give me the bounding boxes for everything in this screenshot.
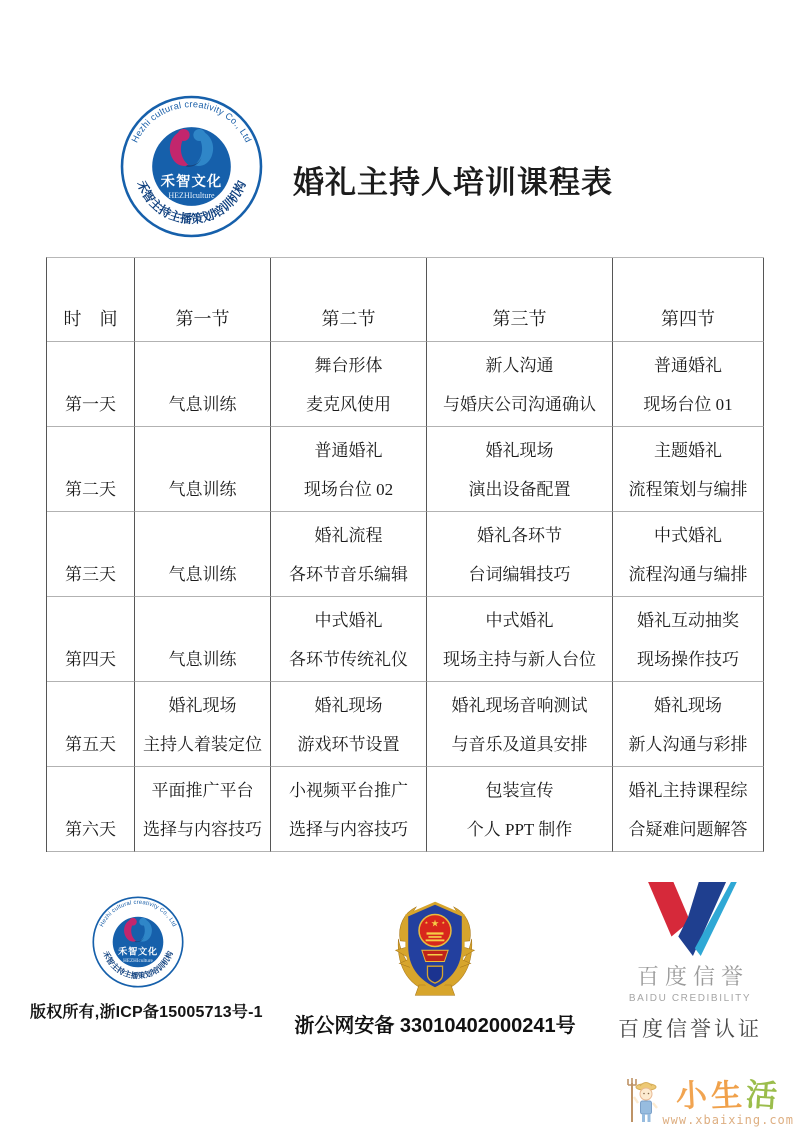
header-cell	[135, 258, 271, 342]
svg-text:★: ★	[424, 919, 429, 925]
cell-line: 中式婚礼	[485, 611, 554, 630]
header-cell-time	[47, 258, 135, 342]
header-cell	[427, 258, 613, 342]
cell-line	[47, 344, 134, 383]
cell-line	[47, 599, 134, 638]
course-cell	[613, 767, 764, 852]
farmer-character-icon	[626, 1075, 660, 1127]
course-cell	[427, 597, 613, 682]
course-cell	[427, 342, 613, 427]
page-title: 婚礼主持人培训课程表	[293, 165, 613, 200]
cell-line	[135, 599, 270, 638]
course-cell	[613, 512, 764, 597]
cell-line	[47, 769, 134, 808]
course-cell	[135, 682, 271, 767]
course-cell	[271, 767, 427, 852]
day-cell	[47, 767, 135, 852]
cell-line: 小视频平台推广	[289, 781, 408, 800]
police-badge-icon	[388, 889, 482, 1003]
cell-line: 婚礼现场	[654, 696, 722, 715]
cell-line: 婚礼现场	[314, 696, 383, 715]
baidu-credibility-block	[598, 881, 782, 1043]
svg-text:★: ★	[430, 919, 440, 930]
cell-line: 婚礼主持课程综	[628, 781, 748, 800]
cell-line	[271, 259, 426, 298]
cell-line: 现场主持与新人台位	[443, 650, 596, 669]
cell-line	[47, 259, 134, 298]
cell-line	[135, 259, 270, 298]
course-cell	[427, 767, 613, 852]
watermark-url: www.xbaixing.com	[662, 1113, 794, 1127]
cell-line	[47, 514, 134, 553]
course-cell	[135, 427, 271, 512]
cell-line: 舞台形体	[314, 356, 383, 375]
cell-line: 现场操作技巧	[637, 650, 739, 669]
course-cell	[271, 597, 427, 682]
copyright-text: 版权所有,浙ICP备15005713号-1	[30, 1004, 263, 1021]
baidu-title: 百度信誉	[636, 964, 749, 989]
cell-line: 平面推广平台	[151, 781, 254, 800]
cell-line: 第二天	[65, 480, 116, 499]
cell-line: 婚礼现场音响测试	[451, 696, 588, 715]
header-cell	[271, 258, 427, 342]
baidu-caption: 百度信誉认证	[618, 1018, 762, 1041]
cell-line: 婚礼流程	[314, 526, 383, 545]
course-cell	[271, 342, 427, 427]
course-cell	[613, 597, 764, 682]
cell-line: 第四天	[65, 650, 116, 669]
cell-line: 婚礼互动抽奖	[637, 611, 739, 630]
watermark-brand	[674, 1076, 782, 1115]
header-cell	[613, 258, 764, 342]
cell-line: 合疑难问题解答	[628, 820, 748, 839]
cell-line: 第二节	[321, 308, 376, 329]
course-cell	[271, 682, 427, 767]
cell-line: 中式婚礼	[654, 526, 722, 545]
cell-line: 第四节	[661, 308, 715, 329]
cell-line: 包装宣传	[485, 781, 554, 800]
course-cell	[613, 342, 764, 427]
cell-line: 主持人着装定位	[143, 735, 262, 754]
cell-line: 婚礼各环节	[477, 526, 562, 545]
cell-line: 台词编辑技巧	[468, 565, 571, 584]
cell-line: 现场台位 02	[303, 480, 394, 499]
cell-line	[135, 514, 270, 553]
day-cell	[47, 597, 135, 682]
baidu-v-icon	[642, 881, 738, 957]
cell-line: 气息训练	[168, 650, 237, 669]
day-cell	[47, 682, 135, 767]
cell-line: 第一节	[175, 308, 230, 329]
cell-line	[47, 429, 134, 468]
cell-line: 气息训练	[168, 395, 237, 414]
watermark-char: 活	[744, 1076, 782, 1115]
police-filing-text: 浙公网安备 33010402000241号	[294, 1015, 576, 1037]
cell-line: 普通婚礼	[654, 356, 722, 375]
cell-line: 第六天	[65, 820, 116, 839]
baidu-subtitle: BAIDU CREDIBILITY	[628, 993, 752, 1004]
course-cell	[135, 512, 271, 597]
cell-line: 气息训练	[168, 565, 237, 584]
cell-line: 第一天	[65, 395, 116, 414]
site-watermark	[626, 1075, 794, 1127]
cell-line	[135, 344, 270, 383]
course-cell	[135, 767, 271, 852]
cell-line: 婚礼现场	[485, 441, 554, 460]
course-cell	[613, 427, 764, 512]
cell-line: 主题婚礼	[654, 441, 722, 460]
course-cell	[613, 682, 764, 767]
day-cell	[47, 512, 135, 597]
cell-line: 流程沟通与编排	[628, 565, 748, 584]
cell-line: 现场台位 01	[643, 395, 733, 414]
cell-line: 普通婚礼	[314, 441, 383, 460]
course-cell	[427, 512, 613, 597]
day-cell	[47, 427, 135, 512]
cell-line: 各环节音乐编辑	[289, 565, 408, 584]
watermark-char: 小	[674, 1077, 712, 1114]
course-table	[46, 257, 764, 852]
cell-line: 时 间	[63, 308, 118, 329]
cell-line: 选择与内容技巧	[143, 820, 262, 839]
cell-line: 第三节	[492, 308, 547, 329]
cell-line: 演出设备配置	[468, 480, 571, 499]
hezhi-logo	[120, 95, 263, 238]
course-cell	[135, 597, 271, 682]
cell-line: 婚礼现场	[168, 696, 237, 715]
watermark-char: 生	[709, 1077, 747, 1114]
cell-line: 与音乐及道具安排	[451, 735, 588, 754]
cell-line	[613, 259, 763, 298]
cell-line: 与婚庆公司沟通确认	[443, 395, 596, 414]
cell-line: 新人沟通	[485, 356, 554, 375]
svg-text:★: ★	[441, 919, 446, 925]
cell-line: 游戏环节设置	[297, 735, 400, 754]
hezhi-logo-footer	[92, 896, 184, 988]
cell-line: 第五天	[65, 735, 116, 754]
cell-line: 气息训练	[168, 480, 237, 499]
course-cell	[271, 512, 427, 597]
cell-line: 个人 PPT 制作	[466, 820, 573, 839]
cell-line	[135, 429, 270, 468]
course-cell	[135, 342, 271, 427]
cell-line	[47, 684, 134, 723]
course-cell	[271, 427, 427, 512]
cell-line: 中式婚礼	[314, 611, 383, 630]
cell-line	[427, 259, 612, 298]
cell-line: 选择与内容技巧	[289, 820, 408, 839]
course-cell	[427, 682, 613, 767]
cell-line: 新人沟通与彩排	[628, 735, 748, 754]
cell-line: 各环节传统礼仪	[289, 650, 408, 669]
cell-line: 麦克风使用	[306, 395, 391, 414]
day-cell	[47, 342, 135, 427]
cell-line: 第三天	[65, 565, 116, 584]
cell-line: 流程策划与编排	[628, 480, 748, 499]
course-cell	[427, 427, 613, 512]
